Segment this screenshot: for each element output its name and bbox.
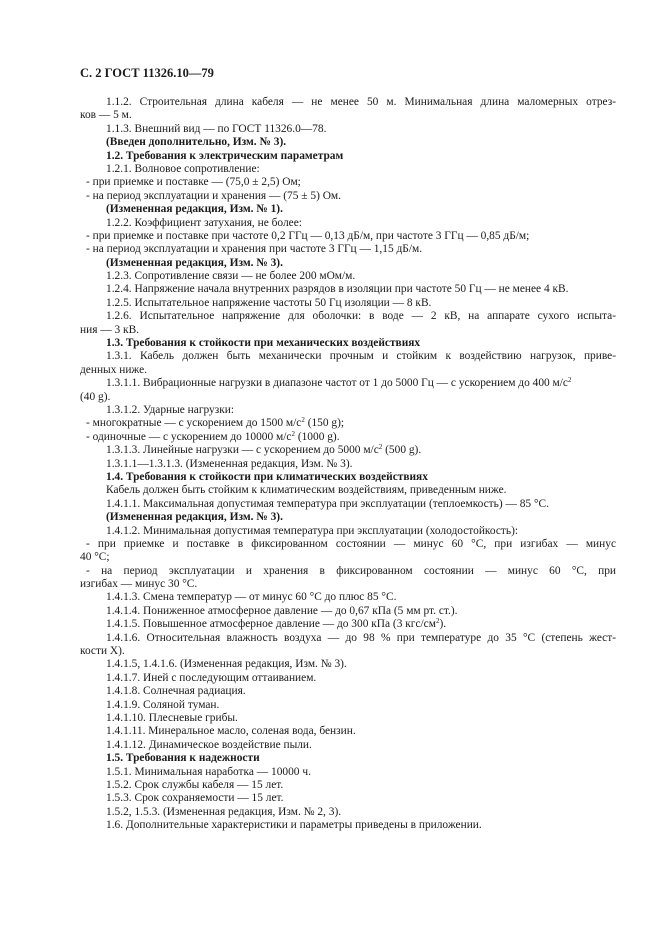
text-line: 1.4.1.12. Динамическое воздействие пыли. xyxy=(106,738,312,751)
text-line: (Измененная редакция, Изм. № 3). xyxy=(106,256,283,269)
text-line: (40 g). xyxy=(80,390,111,403)
text-line: 1.3.1.1. Вибрационные нагрузки в диапазоне частот от 1 до 5000 Гц — с ускорением до 400 $м/с^2$ xyxy=(106,376,572,390)
text-line: 40 °С; xyxy=(80,551,110,564)
text-line: (Измененная редакция, Изм. № 1). xyxy=(106,203,283,216)
text-line: 1.2.4. Напряжение начала внутренних разрядов в изоляции при частоте 50 Гц — не менее 4 кВ. xyxy=(106,283,569,296)
text-line: 1.3.1.2. Ударные нагрузки: xyxy=(106,403,235,416)
text-line: 1.4.1.9. Соляной туман. xyxy=(106,698,220,711)
text-line: 1.1.2. Строительная длина кабеля — не менее 50 м. Минимальная длина маломерных отрез- xyxy=(106,96,616,108)
text-line: 1.4.1.10. Плесневые грибы. xyxy=(106,711,238,724)
text-line: - при приемке и поставке при частоте 0,2 ГГц — 0,13 дБ/м, при частоте 3 ГГц — 0,85 дБ/м; xyxy=(86,229,530,242)
text-line: 1.2.6. Испытательное напряжение для оболочки: в воде — 2 кВ, на аппарате сухого испыта- xyxy=(106,310,616,323)
text-line: 1.4.1.7. Иней с последующим оттаиванием. xyxy=(106,671,317,684)
text-line: 1.5.2. Срок службы кабеля — 15 лет. xyxy=(106,778,284,791)
text-line: Кабель должен быть стойким к климатическим воздействиям, приведенным ниже. xyxy=(106,484,507,497)
text-line: 1.4.1.1. Максимальная допустимая температура при эксплуатации (теплоемкость) — 85 °С. xyxy=(106,497,549,510)
text-line: - при приемке и поставке в фиксированном состоянии — минус 60 °С, при изгибах — минус xyxy=(86,537,616,550)
text-line: 1.2.2. Коэффициент затухания, не более: xyxy=(106,216,302,229)
text-line: - одиночные — с ускорением до 10000 $м/с^2$ (1000 g). xyxy=(86,429,340,443)
text-line: (Измененная редакция, Изм. № 3). xyxy=(106,511,283,524)
text-line: 1.4.1.6. Относительная влажность воздуха — до 98 % при температуре до 35 °С (степень жест- xyxy=(106,631,616,644)
text-line: 1.4.1.5, 1.4.1.6. (Измененная редакция, Изм. № 3). xyxy=(106,658,347,671)
text-line: 1.3.1.3. Линейные нагрузки — с ускорением до 5000 $м/с^2$ (500 g). xyxy=(106,443,422,457)
text-line: 1.5. Требования к надежности xyxy=(106,752,260,765)
text-line: (Введен дополнительно, Изм. № 3). xyxy=(106,136,287,149)
text-line: 1.3. Требования к стойкости при механических воздействиях xyxy=(106,337,421,350)
page-header: С. 2 ГОСТ 11326.10—79 xyxy=(80,66,214,80)
text-line: - многократные — с ускорением до 1500 $м/с^2$ (150 g); xyxy=(86,416,345,430)
text-line: 1.2.1. Волновое сопротивление: xyxy=(106,162,260,175)
text-line: изгибах — минус 30 °С. xyxy=(80,578,198,591)
text-line: 1.6. Дополнительные характеристики и параметры приведены в приложении. xyxy=(106,819,482,832)
text-line: 1.2. Требования к электрическим параметрам xyxy=(106,149,344,162)
text-line: 1.4. Требования к стойкости при климатических воздействиях xyxy=(106,470,428,483)
text-line: 1.5.3. Срок сохраняемости — 15 лет. xyxy=(106,792,284,805)
text-line: 1.3.1. Кабель должен быть механически прочным и стойким к воздействию нагрузок, приве- xyxy=(106,350,616,363)
text-line: 1.5.1. Минимальная наработка — 10000 ч. xyxy=(106,765,311,778)
text-line: 1.2.3. Сопротивление связи — не более 200 мОм/м. xyxy=(106,270,356,283)
text-line: 1.4.1.11. Минеральное масло, соленая вода, бензин. xyxy=(106,725,356,738)
text-line: кости X). xyxy=(80,645,125,658)
text-line: 1.4.1.2. Минимальная допустимая температура при эксплуатации (холодостойкость): xyxy=(106,524,519,537)
text-line: 1.4.1.8. Солнечная радиация. xyxy=(106,685,246,698)
text-line: - на период эксплуатации и хранения — (75 ± 5) Ом. xyxy=(86,189,341,202)
text-line: 1.4.1.3. Смена температур — от минус 60 °С до плюс 85 °С. xyxy=(106,591,397,604)
text-line: ния — 3 кВ. xyxy=(80,323,140,336)
text-line: - на период эксплуатации и хранения при частоте 3 ГГц — 1,15 дБ/м. xyxy=(86,243,423,256)
text-line: 1.4.1.5. Повышенное атмосферное давление — до 300 кПа (3 кгс/$см^2$). xyxy=(106,617,447,631)
text-line: 1.1.3. Внешний вид — по ГОСТ 11326.0—78. xyxy=(106,122,327,135)
text-line: 1.5.2, 1.5.3. (Измененная редакция, Изм. № 2, 3). xyxy=(106,805,342,818)
text-line: 1.4.1.4. Пониженное атмосферное давление — до 0,67 кПа (5 мм рт. ст.). xyxy=(106,604,458,617)
text-line: 1.3.1.1—1.3.1.3. (Измененная редакция, Изм. № 3). xyxy=(106,457,353,470)
text-line: - на период эксплуатации и хранения в фиксированном состоянии — минус 60 °С, при xyxy=(86,564,616,577)
text-line: - при приемке и поставке — (75,0 ± 2,5) Ом; xyxy=(86,176,301,189)
text-line: 1.2.5. Испытательное напряжение частоты 50 Гц изоляции — 8 кВ. xyxy=(106,296,432,309)
text-line: ков — 5 м. xyxy=(80,109,132,122)
document-body xyxy=(80,96,616,832)
text-line: денных ниже. xyxy=(80,363,148,376)
